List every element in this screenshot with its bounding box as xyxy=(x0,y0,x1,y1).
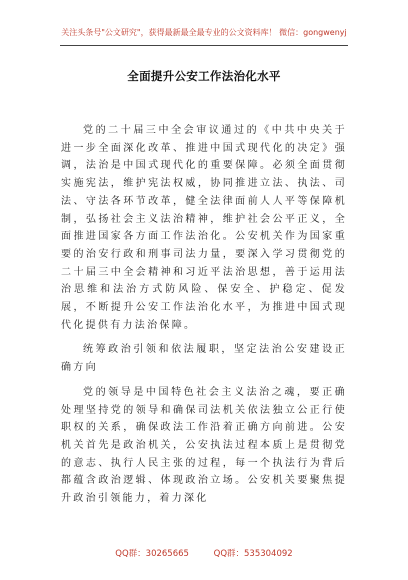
section-heading: 统筹政治引领和依法履职，坚定法治公安建设正确方向 xyxy=(61,344,347,374)
document-body xyxy=(61,122,347,515)
header-divider xyxy=(60,45,348,46)
footer-qq-group-2: QQ群：535304092 xyxy=(213,549,293,559)
document-title: 全面提升公安工作法治化水平 xyxy=(127,69,281,83)
footer-contact xyxy=(0,549,408,560)
paragraph-intro: 党的二十届三中全会审议通过的《中共中央关于进一步全面深化改革、推进中国式现代化的决定》强调，法治是中国式现代化的重要保障。必须全面贯彻实施宪法，维护宪法权威，协同推进立法、执法、司法、守法各环节改革，健全法律面前人人平等保障机制，弘扬社会主义法治精神，维护社会公平正义，全面推进国家各方面工作法治化。公安机关作为国家重要的治安行政和刑事司法力量，要深入学习贯彻党的二十届三中全会精神和习近平法治思想，善于运用法治思维和法治方式防风险、保安全、护稳定、促发展，不断提升公安工作法治化水平，为推进中国式现代化提供有力法治保障。 xyxy=(61,125,347,331)
footer-qq-group-1: QQ群：30265665 xyxy=(115,549,189,559)
paragraph-party-leadership: 党的领导是中国特色社会主义法治之魂，要正确处理坚持党的领导和确保司法机关依法独立公正行使职权的关系，确保政法工作沿着正确方向前进。公安机关首先是政治机关，公安执法过程本质上是贯彻党的意志、执行人民主张的过程，每一个执法行为背后都蕴含政治逻辑、体现政治立场。公安机关要聚焦提升政治引领能力，着力深化 xyxy=(61,386,347,505)
header-notice: 关注头条号"公文研究"，获得最新最全最专业的公文资料库！ 微信：gongwenyj xyxy=(61,28,347,37)
